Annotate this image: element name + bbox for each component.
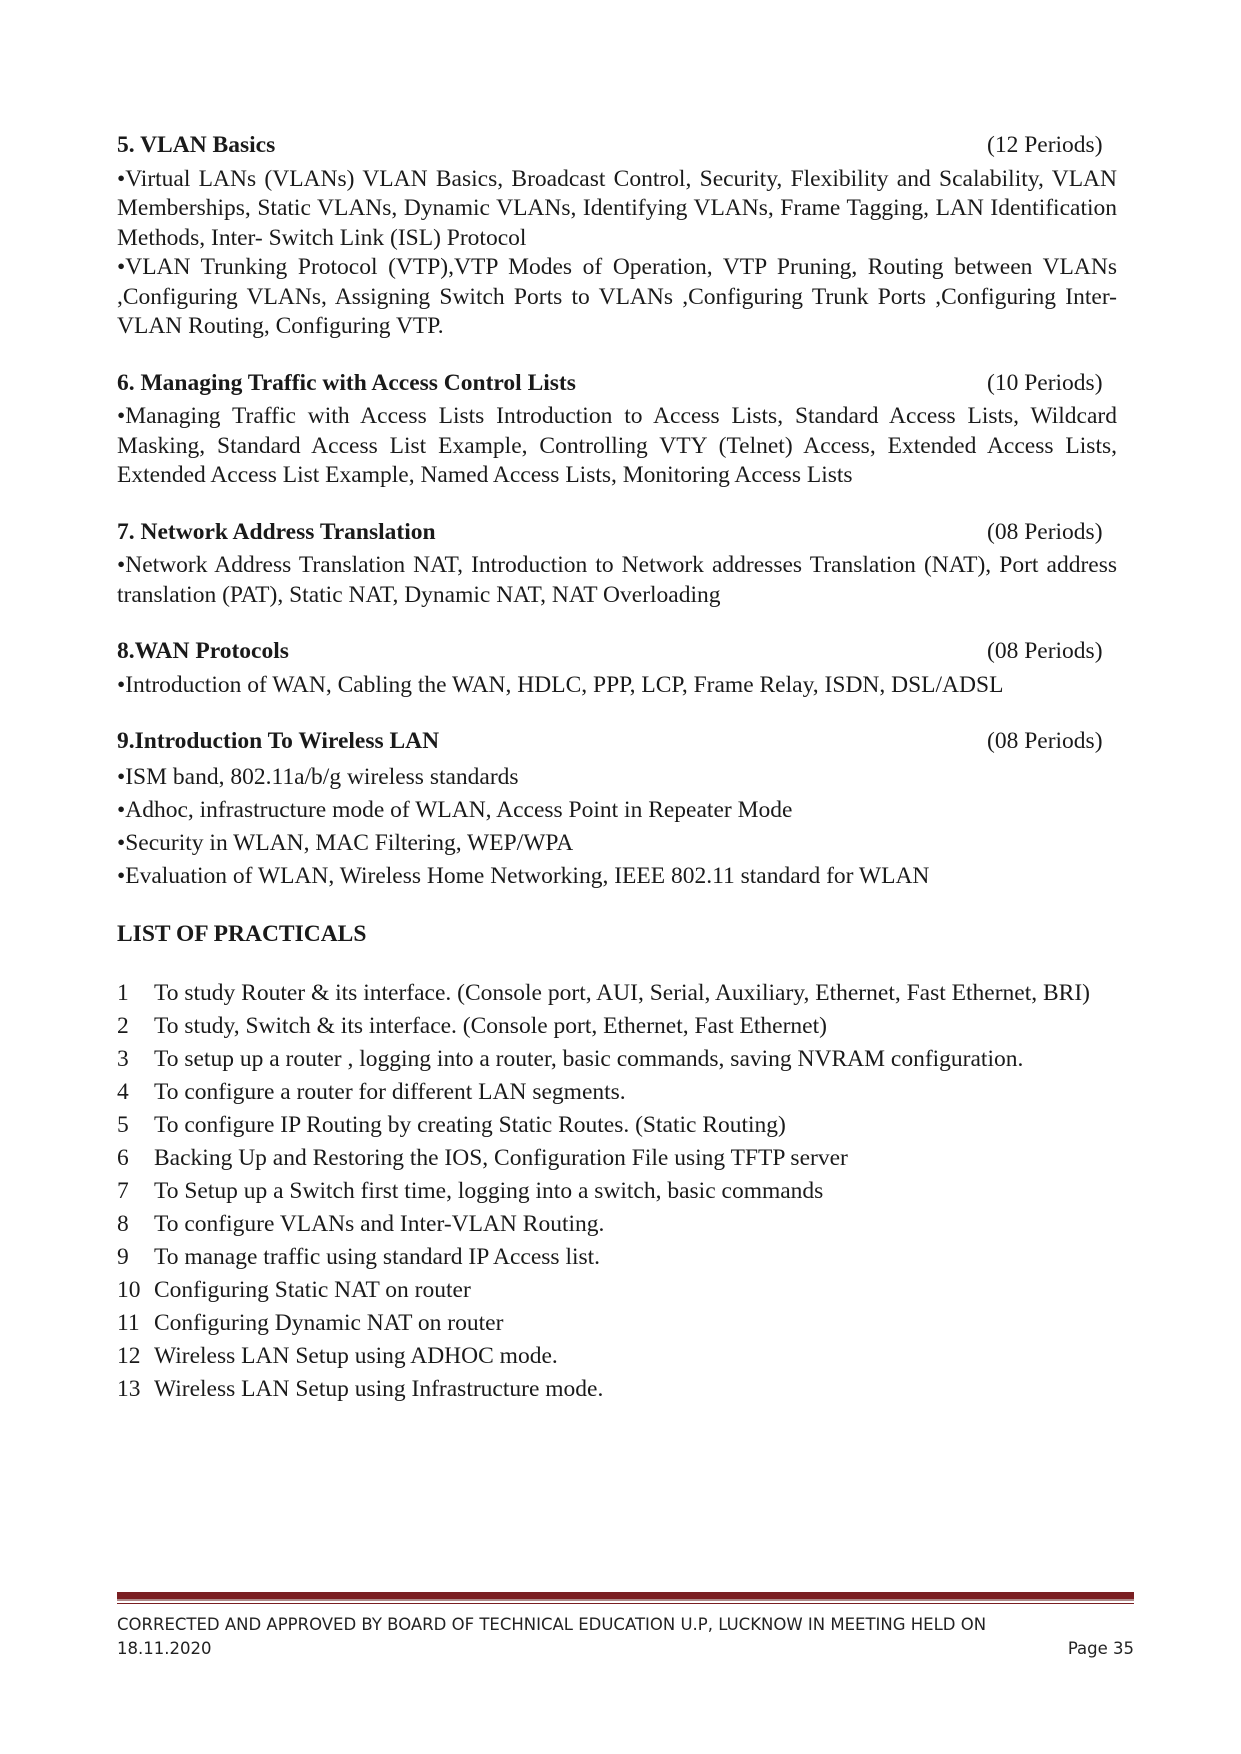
unit-title: 8.WAN Protocols	[117, 638, 289, 664]
unit-periods: (10 Periods)	[987, 369, 1103, 396]
unit-title: 9.Introduction To Wireless LAN	[117, 728, 440, 754]
item-text: Configuring Static NAT on router	[154, 1277, 471, 1303]
unit-heading	[117, 131, 1117, 161]
footer-row	[117, 1637, 1134, 1661]
unit-periods: (08 Periods)	[987, 638, 1103, 664]
item-number: 12	[117, 1343, 141, 1369]
unit-title: 7. Network Address Translation	[117, 518, 436, 545]
page-footer	[117, 1613, 1134, 1661]
list-item	[117, 1109, 1117, 1142]
page-number: Page 35	[1067, 1639, 1134, 1658]
unit-heading	[117, 727, 1117, 757]
item-number: 9	[117, 1244, 129, 1270]
list-item	[117, 1373, 1117, 1406]
list-item	[117, 1175, 1117, 1208]
list-item	[117, 1142, 1117, 1175]
unit-bullet: •Evaluation of WLAN, Wireless Home Networking, IEEE 802.11 standard for WLAN	[117, 862, 930, 889]
item-text: To setup up a router , logging into a router, basic commands, saving NVRAM configuration.	[154, 1046, 1024, 1072]
unit-bullet: •Adhoc, infrastructure mode of WLAN, Access Point in Repeater Mode	[117, 796, 793, 823]
item-number: 6	[117, 1145, 129, 1171]
item-text: To study, Switch & its interface. (Console port, Ethernet, Fast Ethernet)	[154, 1013, 827, 1039]
unit-nat	[117, 518, 1117, 611]
item-number: 3	[117, 1046, 129, 1072]
list-item	[117, 1208, 1117, 1241]
list-item	[117, 1076, 1117, 1109]
list-item	[117, 1043, 1117, 1076]
list-item	[117, 1010, 1117, 1043]
unit-bullet: •Security in WLAN, MAC Filtering, WEP/WPA	[117, 829, 574, 856]
item-text: To configure VLANs and Inter-VLAN Routing.	[154, 1211, 605, 1237]
footer-approval-text: CORRECTED AND APPROVED BY BOARD OF TECHNICAL EDUCATION U.P, LUCKNOW IN MEETING HELD ON	[117, 1615, 987, 1634]
unit-title: 6. Managing Traffic with Access Control Lists	[117, 369, 576, 396]
unit-periods: (08 Periods)	[987, 728, 1103, 754]
item-number: 13	[117, 1376, 141, 1402]
item-text: Configuring Dynamic NAT on router	[154, 1310, 504, 1336]
unit-paragraph: •Introduction of WAN, Cabling the WAN, HDLC, PPP, LCP, Frame Relay, ISDN, DSL/ADSL	[117, 671, 1004, 698]
unit-heading	[117, 369, 1117, 399]
item-text: To Setup up a Switch first time, logging into a switch, basic commands	[154, 1178, 824, 1204]
item-number: 4	[117, 1079, 129, 1105]
item-number: 11	[117, 1310, 140, 1336]
unit-paragraph: •Virtual LANs (VLANs) VLAN Basics, Broadcast Control, Security, Flexibility and Scalability, VLAN Memberships, Static VLANs, Dynamic VLANs, Identifying VLANs, Frame Tagging, LAN Identification Methods, Inter- Switch Link (ISL) Protocol	[117, 165, 1117, 251]
practicals-list	[117, 977, 1117, 1406]
unit-bullet: •ISM band, 802.11a/b/g wireless standards	[117, 763, 519, 790]
footer-divider-thin	[117, 1603, 1134, 1604]
item-text: To configure IP Routing by creating Static Routes. (Static Routing)	[154, 1112, 786, 1138]
unit-access-control-lists	[117, 369, 1117, 491]
item-text: Wireless LAN Setup using ADHOC mode.	[154, 1343, 558, 1369]
item-text: Wireless LAN Setup using Infrastructure mode.	[154, 1376, 604, 1402]
unit-heading	[117, 637, 1117, 667]
item-text: Backing Up and Restoring the IOS, Configuration File using TFTP server	[154, 1145, 848, 1171]
unit-paragraph: •Managing Traffic with Access Lists Introduction to Access Lists, Standard Access Lists, Wildcard Masking, Standard Access List Example, Controlling VTY (Telnet) Access, Extended Access Lists, Extended Access List Example, Named Access Lists, Monitoring Access Lists	[117, 403, 1117, 488]
list-item	[117, 1241, 1117, 1274]
unit-wireless-lan	[117, 727, 1117, 893]
footer-divider	[117, 1592, 1134, 1601]
unit-periods: (12 Periods)	[987, 132, 1103, 158]
unit-vlan-basics	[117, 131, 1117, 342]
page-content	[117, 131, 1117, 1406]
item-number: 1	[117, 980, 129, 1006]
list-item	[117, 977, 1117, 1010]
practicals-heading: LIST OF PRACTICALS	[117, 920, 367, 947]
list-item	[117, 1274, 1117, 1307]
item-number: 5	[117, 1112, 129, 1138]
unit-wan-protocols	[117, 637, 1117, 700]
unit-paragraph: •VLAN Trunking Protocol (VTP),VTP Modes of Operation, VTP Pruning, Routing between VLANs ,Configuring VLANs, Assigning Switch Ports to VLANs ,Configuring Trunk Ports ,Configuring Inter- VLAN Routing, Configuring VTP.	[117, 254, 1117, 339]
item-text: To manage traffic using standard IP Access list.	[154, 1244, 601, 1270]
item-number: 7	[117, 1178, 129, 1204]
item-number: 2	[117, 1013, 129, 1039]
unit-paragraph: •Network Address Translation NAT, Introduction to Network addresses Translation (NAT), Port address translation (PAT), Static NAT, Dynamic NAT, NAT Overloading	[117, 552, 1117, 608]
list-item	[117, 1340, 1117, 1373]
item-number: 10	[117, 1277, 141, 1303]
item-text: To configure a router for different LAN segments.	[154, 1079, 626, 1105]
unit-heading	[117, 518, 1117, 548]
footer-date: 18.11.2020	[117, 1639, 212, 1658]
list-item	[117, 1307, 1117, 1340]
unit-periods: (08 Periods)	[987, 518, 1103, 545]
item-text: To study Router & its interface. (Console port, AUI, Serial, Auxiliary, Ethernet, Fast Ethernet, BRI)	[154, 980, 1090, 1006]
item-number: 8	[117, 1211, 129, 1237]
unit-title: 5. VLAN Basics	[117, 132, 276, 158]
